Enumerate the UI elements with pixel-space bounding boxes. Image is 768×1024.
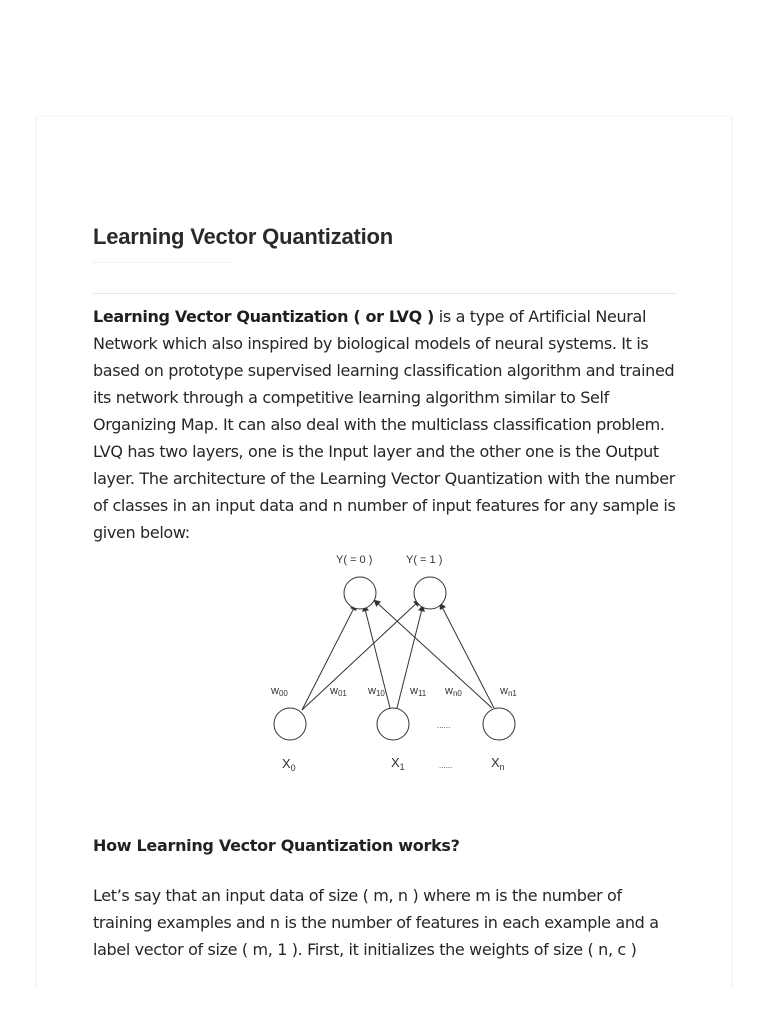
weight-label-w10: w10 (368, 685, 385, 698)
input-label-xn: $X_n$ (491, 755, 505, 772)
output-node-1 (414, 577, 446, 609)
weight-label-w01: w01 (330, 685, 347, 698)
ellipsis-bottom: ...... (439, 761, 453, 770)
title-divider (93, 293, 677, 294)
ellipsis-middle: ...... (437, 721, 451, 730)
section-heading: How Learning Vector Quantization works? (93, 836, 460, 855)
output-node-0 (344, 577, 376, 609)
weight-label-w11: w11 (410, 685, 427, 698)
author-meta (93, 262, 233, 269)
intro-bold-term: Learning Vector Quantization ( or LVQ ) (93, 307, 435, 326)
input-label-x0: $X_0$ (282, 756, 296, 773)
weight-label-wn0: wn0 (445, 685, 462, 698)
section-paragraph: Let’s say that an input data of size ( m, n ) where m is the number of training examples and n is the number of features in each example and a label vector of size ( m, 1 ). First, it initializes the weights of size ( n, c ) (93, 886, 659, 959)
edge-x0-y1 (302, 600, 420, 710)
intro-paragraph (93, 303, 677, 546)
output-label-0: Y( = 0 ) (336, 554, 373, 566)
output-label-1: Y( = 1 ) (406, 554, 443, 566)
input-node-0 (274, 708, 306, 740)
lvq-architecture-diagram (260, 548, 530, 778)
input-node-n (483, 708, 515, 740)
edge-x0-y0 (302, 604, 356, 710)
intro-text: is a type of Artificial Neural Network which also inspired by biological models of neural systems. It is based on prototype supervised learning classification algorithm and trained its network through a competitive learning algorithm similar to Self Organizing Map. It can also deal with the multiclass classification problem. LVQ has two layers, one is the Input layer and the other one is the Output layer. The architecture of the Learning Vector Quantization with the number of classes in an input data and n number of input features for any sample is given below: (93, 307, 676, 542)
weight-label-wn1: wn1 (500, 685, 517, 698)
input-label-x1: $X_1$ (391, 755, 405, 772)
edge-xn-y0 (374, 600, 492, 708)
page-title: Learning Vector Quantization (93, 224, 393, 249)
weight-label-w00: w00 (271, 685, 288, 698)
input-node-1 (377, 708, 409, 740)
